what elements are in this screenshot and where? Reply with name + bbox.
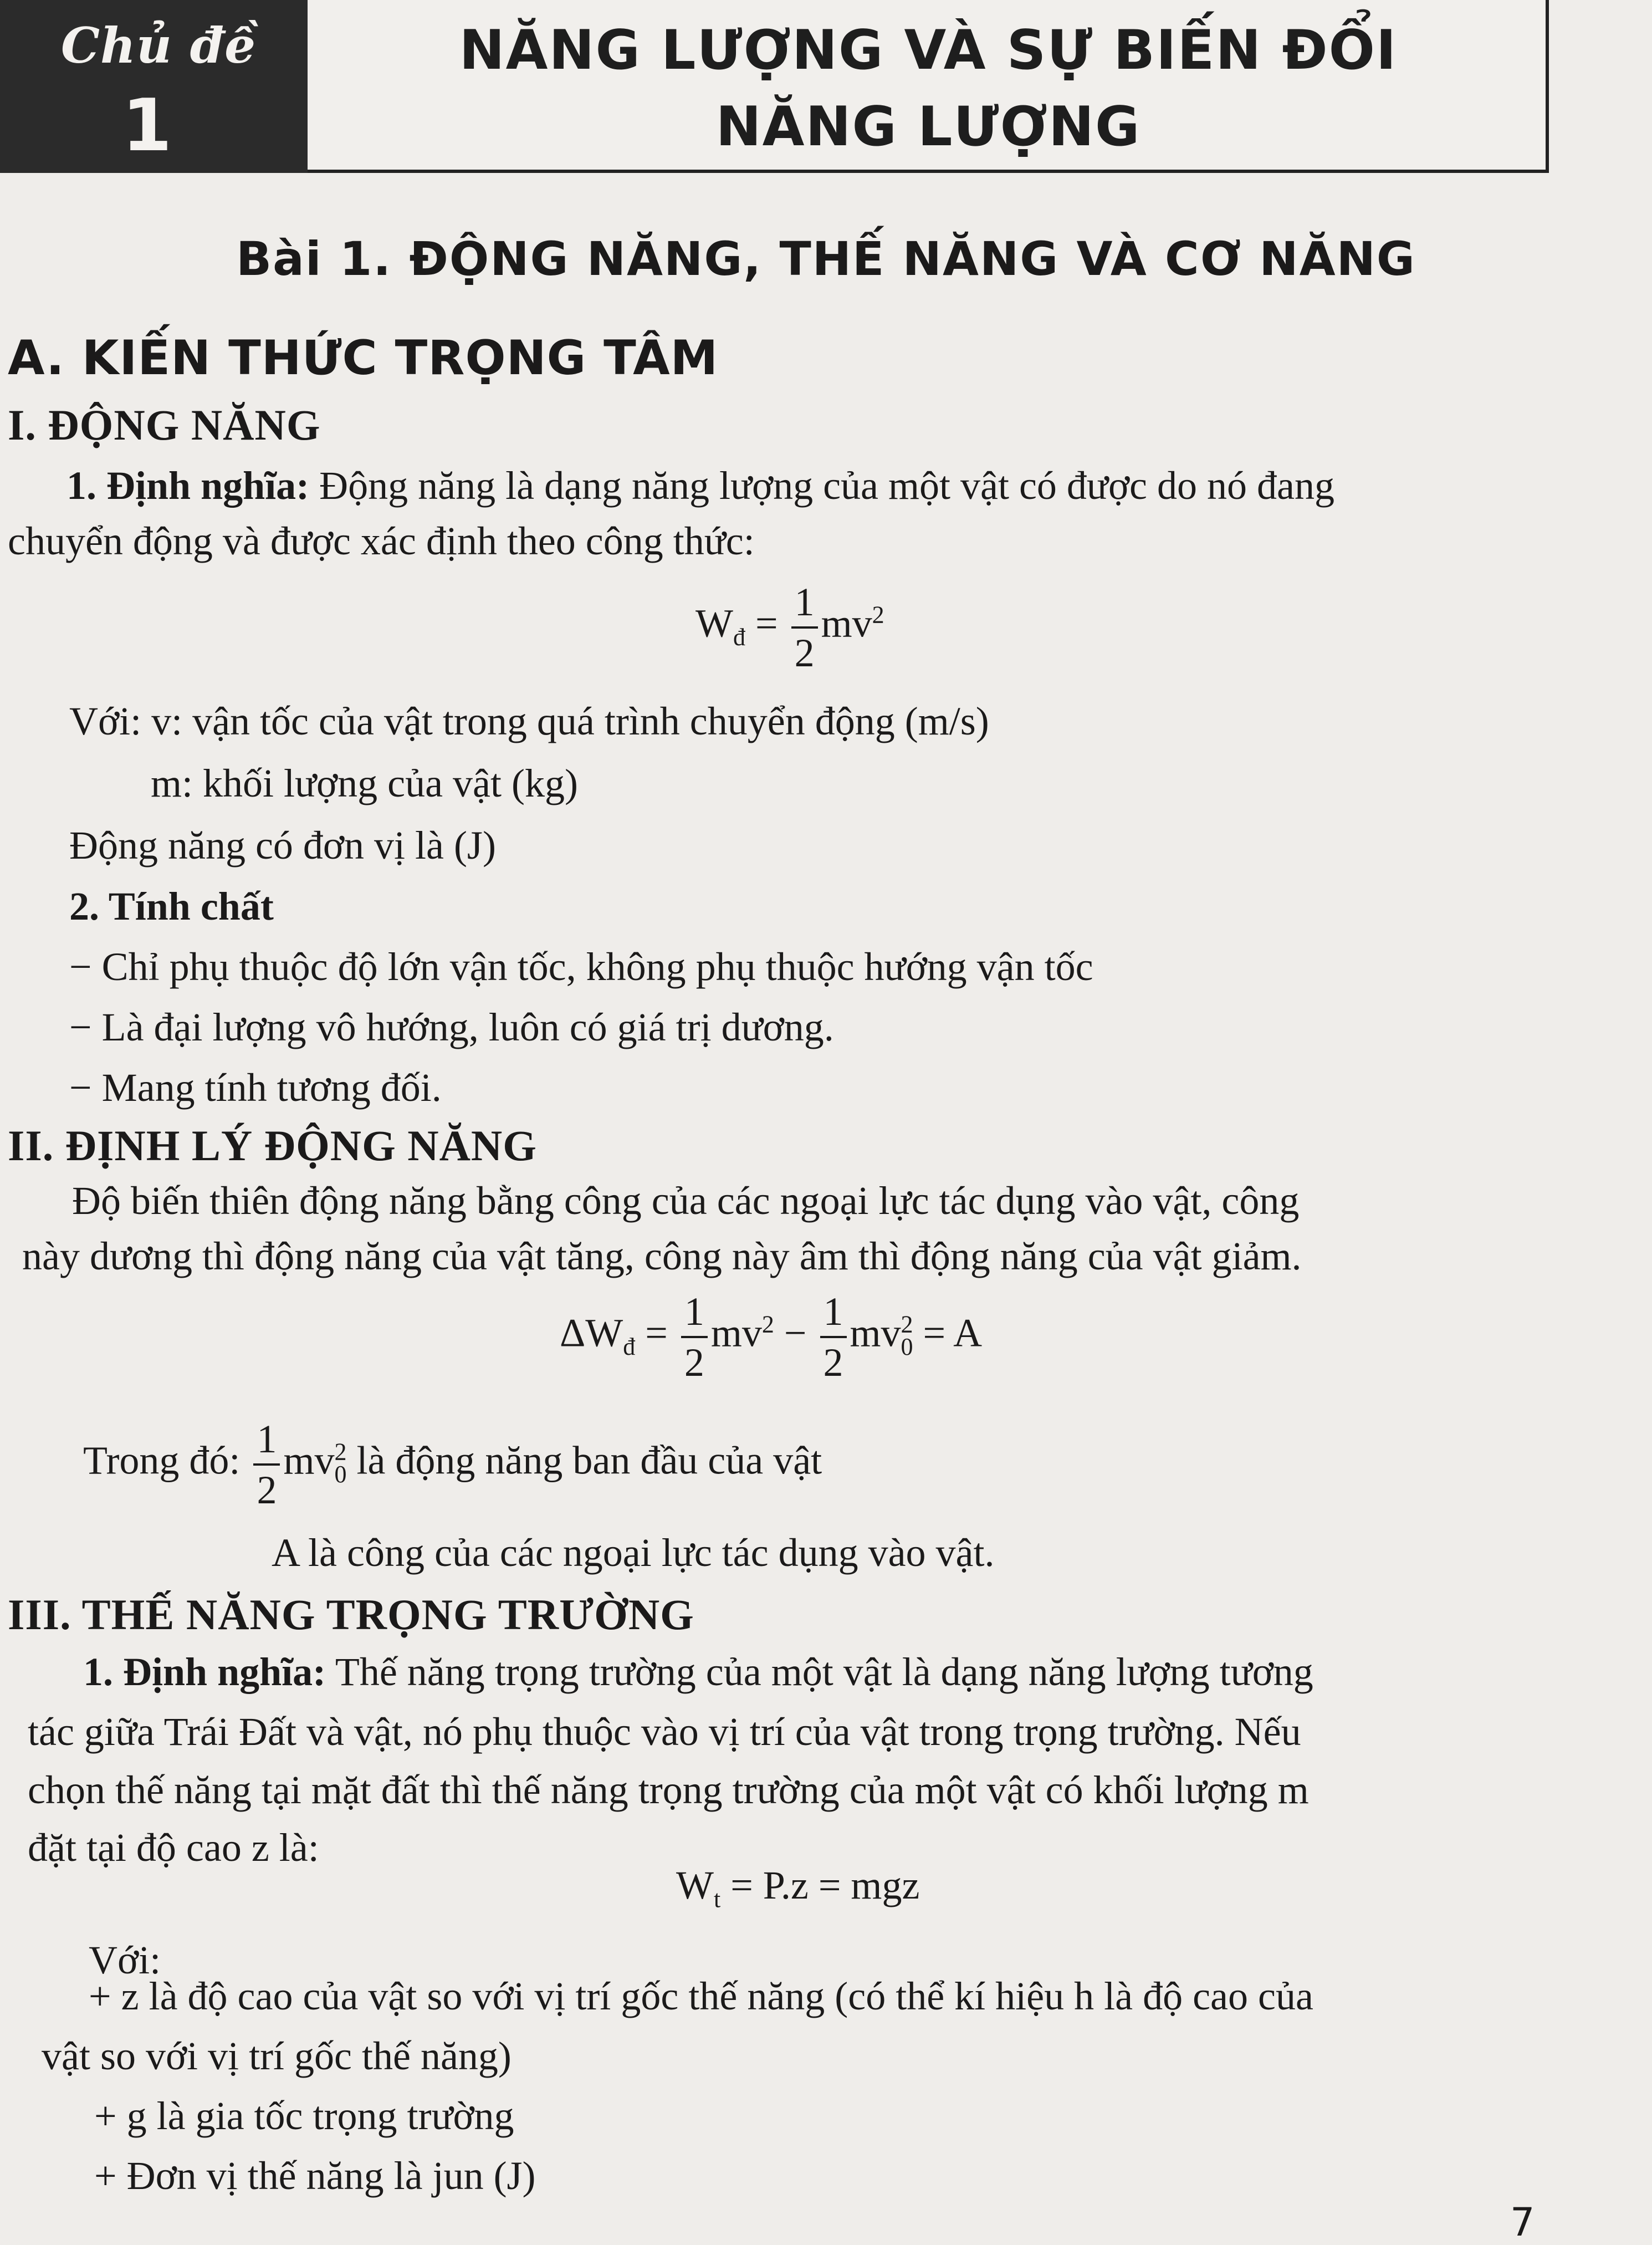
var-z-line-2: vật so với vị trí gốc thế năng) xyxy=(42,2034,512,2078)
kinetic-unit: Động năng có đơn vị là (J) xyxy=(69,823,496,868)
definition-label: 1. Định nghĩa: xyxy=(83,1650,326,1694)
lesson-title: Bài 1. ĐỘNG NĂNG, THẾ NĂNG VÀ CƠ NĂNG xyxy=(236,232,1416,286)
property-item: − Là đại lượng vô hướng, luôn có giá trị dương. xyxy=(69,1005,834,1049)
heading-potential-energy: III. THẾ NĂNG TRỌNG TRƯỜNG xyxy=(8,1590,694,1639)
property-item: − Chỉ phụ thuộc độ lớn vận tốc, không phụ thuộc hướng vận tốc xyxy=(69,945,1093,989)
kinetic-definition-line-1: 1. Định nghĩa: Động năng là dạng năng lượng của một vật có được do nó đang xyxy=(67,463,1334,508)
properties-heading: 2. Tính chất xyxy=(69,884,274,928)
fraction: $\frac{1}{2}$ xyxy=(253,1419,280,1510)
property-item: − Mang tính tương đối. xyxy=(69,1065,442,1110)
page-number: 7 xyxy=(1510,2200,1535,2245)
topic-title-line-2: NĂNG LƯỢNG xyxy=(715,95,1141,159)
kinetic-energy-formula: $W_đ$ = $\frac{1}{2}$ $mv^2$ xyxy=(695,580,884,675)
potential-definition-line-3: chọn thế năng tại mặt đất thì thế năng trọng trường của một vật có khối lượng m xyxy=(28,1768,1309,1812)
heading-kinetic-theorem: II. ĐỊNH LÝ ĐỘNG NĂNG xyxy=(8,1121,537,1170)
theorem-text-line-1: Độ biến thiên động năng bằng công của các ngoại lực tác dụng vào vật, công xyxy=(72,1178,1300,1223)
heading-kinetic-energy: I. ĐỘNG NĂNG xyxy=(8,401,321,449)
topic-title-line-1: NĂNG LƯỢNG VÀ SỰ BIẾN ĐỔI xyxy=(459,19,1398,82)
potential-definition-line-4: đặt tại độ cao z là: xyxy=(28,1825,319,1870)
topic-badge-number: 1 xyxy=(122,83,172,167)
theorem-text-line-2: này dương thì động năng của vật tăng, công này âm thì động năng của vật giảm. xyxy=(22,1234,1302,1278)
topic-header xyxy=(0,0,1549,173)
potential-definition-line-2: tác giữa Trái Đất và vật, nó phụ thuộc vào vị trí của vật trong trọng trường. Nếu xyxy=(28,1710,1301,1754)
topic-badge xyxy=(0,0,308,173)
topic-badge-label: Chủ đề xyxy=(61,17,257,74)
section-heading-a: A. KIẾN THỨC TRỌNG TÂM xyxy=(8,330,719,386)
kinetic-definition-line-2: chuyển động và được xác định theo công thức: xyxy=(8,519,755,563)
with-label: Với: xyxy=(89,1938,161,1982)
fraction: $\frac{1}{2}$ xyxy=(791,582,818,673)
fraction: $\frac{1}{2}$ xyxy=(681,1292,708,1382)
potential-definition-line-1: 1. Định nghĩa: Thế năng trọng trường của một vật là dạng năng lượng tương xyxy=(83,1650,1313,1694)
initial-energy-note: Trong đó: $\frac{1}{2}$ $mv^2_0$ là động năng ban đầu của vật xyxy=(83,1417,822,1512)
fraction: $\frac{1}{2}$ xyxy=(820,1292,847,1382)
definition-label: 1. Định nghĩa: xyxy=(67,463,310,508)
potential-energy-formula: $W_t = P.z$ = mgz xyxy=(676,1863,920,1913)
kinetic-theorem-formula: $\Delta W_đ$ = $\frac{1}{2}$ $mv^2$ − $\frac{1}{2}$ $mv^2_0 = A$ xyxy=(560,1289,983,1385)
potential-unit: + Đơn vị thế năng là jun (J) xyxy=(94,2154,536,2198)
var-z-line-1: + z là độ cao của vật so với vị trí gốc thế năng (có thể kí hiệu h là độ cao của xyxy=(89,1974,1313,2018)
work-note: A là công của các ngoại lực tác dụng vào vật. xyxy=(272,1530,995,1575)
kinetic-var-v: Với: v: vận tốc của vật trong quá trình chuyển động (m/s) xyxy=(69,699,989,743)
var-g: + g là gia tốc trọng trường xyxy=(94,2094,514,2138)
kinetic-var-m: m: khối lượng của vật (kg) xyxy=(151,761,578,805)
topic-title xyxy=(308,0,1549,173)
